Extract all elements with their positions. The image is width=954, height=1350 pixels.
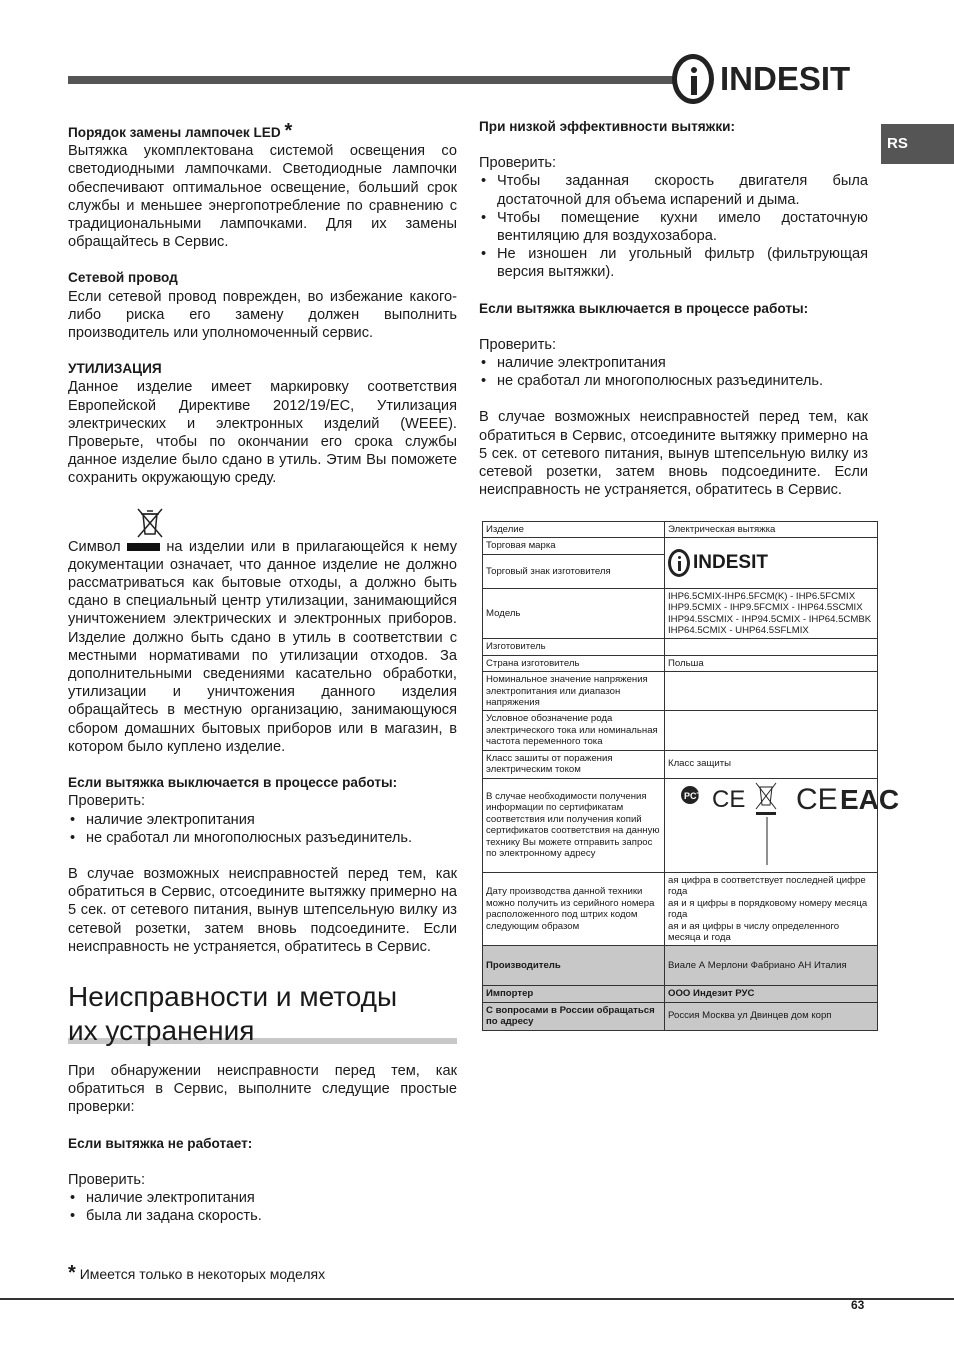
indesit-logo: INDESIT <box>668 549 874 577</box>
list-item: • не сработал ли многополюсных разъединитель. <box>479 372 868 390</box>
footer-rule <box>0 1298 954 1300</box>
right-column <box>479 118 868 499</box>
low-heading: При низкой эффективности вытяжки: <box>479 119 736 134</box>
util-heading: УТИЛИЗАЦИЯ <box>68 361 162 377</box>
list-item: • была ли задана скорость. <box>68 1207 457 1225</box>
cord-text: Если сетевой провод поврежден, во избежание какого-либо риска его замену должен выполнить производитель или уполномоченный сервис. <box>68 288 457 342</box>
table-row: Страна изготовитель Польша <box>483 655 878 671</box>
brand-logo-cell <box>665 538 878 588</box>
list-item: • наличие электропитания <box>479 354 868 372</box>
pct-mark-icon <box>681 786 703 804</box>
table-row: Условное обозначение рода электрического тока или номинальная частота переменного тока <box>483 711 878 750</box>
left-column <box>68 122 457 1225</box>
logo-icon <box>672 54 714 104</box>
logo-icon <box>668 549 690 577</box>
check-label: Проверить: <box>68 1171 146 1188</box>
svg-text:PCT: PCT <box>684 790 702 801</box>
table-row: Класс зашиты от поражения электрическим током Класс защиты <box>483 750 878 778</box>
table-row: Торговая марка INDESIT <box>483 538 878 554</box>
cert-marks-cell <box>665 778 900 872</box>
intro-text: При обнаружении неисправности перед тем, как обратиться в Сервис, выполните следущие простые проверки: <box>68 1062 457 1116</box>
off-heading: Если вытяжка выключается в процессе работы: <box>479 300 809 316</box>
service-text: В случае возможных неисправностей перед тем, как обратиться в Сервис, отсоедините вытяжку примерно на 5 сек. от сетевого питания, вынув штепсельную вилку из сетевой розетки, затем вновь подсоедините. Если неисправность не устраняется, обратитесь в Сервис. <box>68 865 457 955</box>
footnote: * Имеется только в некоторых моделях <box>68 1262 326 1284</box>
check-label: Проверить: <box>479 155 557 172</box>
weee-bin-icon <box>756 783 776 815</box>
table-row: С вопросами в России обращаться по адресу Россия Москва ул Двинцев дом корп <box>483 1002 878 1030</box>
off-heading: Если вытяжка выключается в процессе работы: <box>68 775 398 791</box>
symbol-text: Символ на изделии или в прилагающейся к нему документации означает, что данное изделие не должно рассматриваться как бытовые отходы, а должно быть сдано в специальный центр утилизации, занимающийся уничтожением электрических и электронных приборов. Изделие должно быть сдано в утиль в соответствии с местными нормативами по утилизации отходов. За дополнительными сведениями касательно обработки, утилизации и уничтожения данного изделия обращайтесь в местную организацию, занимающуюся сбором домашних бытовых приборов или в магазин, в котором было куплено изделие. <box>68 538 458 755</box>
table-row: Изготовитель <box>483 639 878 655</box>
table-row: Дату производства данной техники можно получить из серийного номера расположенного под штрих кодом следующим образом ая цифра в соответствует последней цифре года ая и я цифры в порядковому номеру месяца года ая и ая цифры в числу определенного месяца и года <box>483 872 878 945</box>
ce-mark-icon: CE <box>712 785 746 813</box>
table-row: Импортер ООО Индезит РУС <box>483 986 878 1002</box>
ce-mark-icon: CE <box>796 782 838 816</box>
header-bar <box>68 76 674 84</box>
list-item: • наличие электропитания <box>68 1189 457 1207</box>
led-text: Вытяжка укомплектована системой освещения со светодиодными лампочками. Светодиодные лампочки обеспечивают оптимальное освещение, больший срок службы и меньшее энергопотребление по сравнению с традициональными лампочками. Для их замены обращайтесь в Сервис. <box>68 143 457 251</box>
list-item: • Чтобы помещение кухни имело достаточную вентиляцию для воздухозабора. <box>479 209 868 245</box>
util-text: Данное изделие имеет маркировку соответствия Европейской Директиве 2012/19/EC, Утилизация электрических и электронных изделий (WEEE). Проверьте, чтобы по окончании его срока службы данное изделие было сдано в утиль. Этим Вы поможете сохранить окружающую среду. <box>68 379 457 487</box>
list-item: • наличие электропитания <box>68 811 457 829</box>
table-row: Производитель Виале А Мерлони Фабриано АН Италия <box>483 946 878 986</box>
led-heading: Порядок замены лампочек LED * <box>68 120 293 142</box>
check-label: Проверить: <box>479 336 557 353</box>
low-list <box>479 172 868 281</box>
off-list <box>68 811 457 847</box>
list-item: • Не изношен ли угольный фильтр (фильтрующая версия вытяжки). <box>479 245 868 281</box>
weee-bar-icon <box>127 543 160 551</box>
check-label: Проверить: <box>68 793 146 810</box>
section-title: Неисправности и методы их устранения <box>68 980 398 1046</box>
table-row: В случае необходимости получения информации по сертификатам соответствия или получения копий сертификатов соответствия на данную технику Вы можете отправить запрос по электронному адресу PCT CE CE EAC <box>483 778 878 872</box>
language-tab: RS <box>881 124 954 164</box>
indesit-logo: INDESIT <box>672 54 850 104</box>
off-list <box>479 354 868 390</box>
notwork-heading: Если вытяжка не работает: <box>68 1135 253 1151</box>
notwork-list <box>68 1189 457 1225</box>
table-row: Изделие Электрическая вытяжка <box>483 522 878 538</box>
weee-bin-icon <box>134 506 166 538</box>
product-info-table <box>482 521 900 1031</box>
page-number: 63 <box>851 1298 865 1312</box>
list-item: • Чтобы заданная скорость двигателя была достаточной для объема испарений и дыма. <box>479 172 868 208</box>
list-item: • не сработал ли многополюсных разъединитель. <box>68 829 457 847</box>
service-text: В случае возможных неисправностей перед тем, как обратиться в Сервис, отсоедините вытяжку примерно на 5 сек. от сетевого питания, вынув штепсельную вилку из сетевой розетки, затем вновь подсоедините. Если неисправность не устраняется, обратитесь в Сервис. <box>479 409 868 499</box>
table-row: Модель IHP6.5CMIX-IHP6.5FCM(K) - IHP6.5FCMIX IHP9.5CMIX - IHP9.5FCMIX - IHP64.5SCMIX IHP94.5SCMIX - IHP94.5CMIX - IHP64.5CMBK IHP64.5CMIX - UHP64.5SFLMIX <box>483 588 878 639</box>
eac-mark-icon: EAC <box>840 783 900 815</box>
table-row: Торговый знак изготовителя <box>483 554 878 588</box>
table-row: Номинальное значение напряжения электропитания или диапазон напряжения <box>483 672 878 711</box>
cord-heading: Сетевой провод <box>68 270 178 286</box>
